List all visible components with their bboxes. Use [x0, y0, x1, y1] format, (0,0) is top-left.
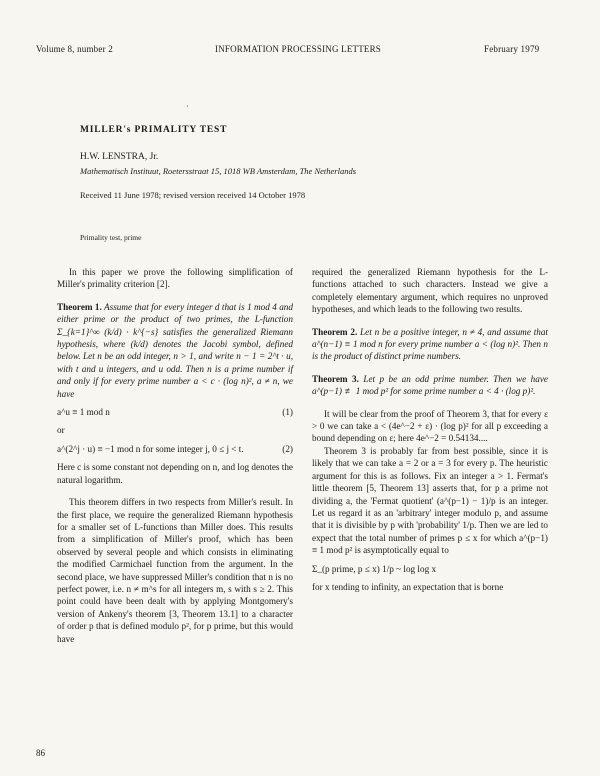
or-text: or: [57, 425, 65, 436]
proof-remark-paragraph: It will be clear from the proof of Theorem 3, that for every ε > 0 we can take a < (4e^−2 + ε) · (log p)² for all p exceeding a bound depending on ε; here 4e^−2 = 0.54134....: [312, 408, 548, 444]
continuation-paragraph: required the generalized Riemann hypothesis for the L-functions attached to such characters. Instead we give a completely elementary argument, which requires no unproved hypotheses, and which leads to the following two results.: [312, 267, 548, 315]
theorem-2-text: Let n be a positive integer, n ≠ 4, and assume that a^(n−1) ≡ 1 mod n for every prime number a < (log n)². Then n is the product of distinct prime numbers.: [312, 326, 548, 362]
issue-date: February 1979: [484, 44, 540, 54]
equation-1-body: a^u ≡ 1 mod n: [57, 407, 110, 418]
equation-1: [57, 406, 293, 418]
heuristic-paragraph: Theorem 3 is probably far from best possible, since it is likely that we can take a = 2 or a = 3 for every p. The heuristic argument for this is as follows. Fix an integer a > 1. Fermat's little theorem [5, Theorem 13] asserts that, for p a prime not dividing a, the 'Fermat quotient' (a^(p−1) − 1)/p is an integer. Let us regard it as an 'arbitrary' integer modulo p, and assume that it is divisible by p with 'probability' 1/p. Then we are led to expect that the total number of primes p ≤ x for which a^(p−1) ≡ 1 mod p² is asymptotically equal to: [312, 445, 548, 556]
equation-2-number: (2): [282, 443, 293, 454]
sum-formula: Σ_(p prime, p ≤ x) 1/p ~ log log x: [312, 563, 437, 574]
equation-1-number: (1): [282, 407, 293, 418]
keywords: Primality test, prime: [80, 233, 142, 242]
journal-title: INFORMATION PROCESSING LETTERS: [215, 44, 382, 54]
intro-paragraph: In this paper we prove the following simplification of Miller's primality criterion [2].: [57, 267, 293, 290]
theorem-2: [312, 326, 548, 363]
constant-paragraph: Here c is some constant not depending on n, and log denotes the natural logarithm.: [57, 462, 294, 485]
theorem-2-label: Theorem 2.: [312, 326, 358, 337]
page-number: 86: [36, 748, 45, 758]
affiliation: Mathematisch Instituut, Roetersstraat 15, 1018 WB Amsterdam, The Netherlands: [80, 166, 356, 176]
article-title: MILLER's PRIMALITY TEST: [80, 125, 228, 135]
theorem-1: [57, 301, 293, 400]
right-column: [312, 266, 548, 593]
theorem-3-label: Theorem 3.: [312, 373, 359, 384]
equation-2-body: a^(2^j · u) ≡ −1 mod n for some integer j, 0 ≤ j < t.: [57, 443, 244, 454]
decorative-dot: ·: [186, 102, 189, 111]
author: H.W. LENSTRA, Jr.: [80, 152, 159, 162]
received-line: Received 11 June 1978; revised version received 14 October 1978: [80, 190, 306, 200]
theorem-3-text: Let p be an odd prime number. Then we have a^(p−1) ≢ 1 mod p² for some prime number a < 4 · (log p)².: [312, 373, 548, 397]
closing-paragraph: for x tending to infinity, an expectation that is borne: [312, 581, 504, 592]
theorem-1-label: Theorem 1.: [57, 301, 102, 312]
volume-label: Volume 8, number 2: [36, 44, 113, 54]
theorem-3: [312, 373, 548, 398]
equation-2: [57, 443, 293, 455]
theorem-1-text: Assume that for every integer d that is 1 mod 4 and either prime or the product of two primes, the L-function Σ_{k=1}^∞ (k/d) · k^{−s} satisfies the generalized Riemann hypothesis, where (k/d) denotes the Jacobi symbol, defined below. Let n be an odd integer, n > 1, and write n − 1 = 2^t · u, with t and u integers, and u odd. Then n is a prime number if and only if for every prime number a < c · (log n)², a ≠ n, we have: [57, 301, 293, 399]
left-column: [57, 266, 293, 645]
discussion-paragraph: This theorem differs in two respects from Miller's result. In the first place, we require the generalized Riemann hypothesis for a smaller set of L-functions than Miller does. This results from a simplification of Miller's proof, which has been observed by several people and which consists in eliminating the modified Carmichael function from the argument. In the second place, we have suppressed Miller's condition that n is no perfect power, i.e. n ≠ m^s for all integers m, s with s ≥ 2. This point could have been dealt with by applying Montgomery's version of Ankeny's theorem [3, Theorem 13.1] to a character of order p that is defined modulo p², for p prime, but this would have: [57, 497, 293, 644]
